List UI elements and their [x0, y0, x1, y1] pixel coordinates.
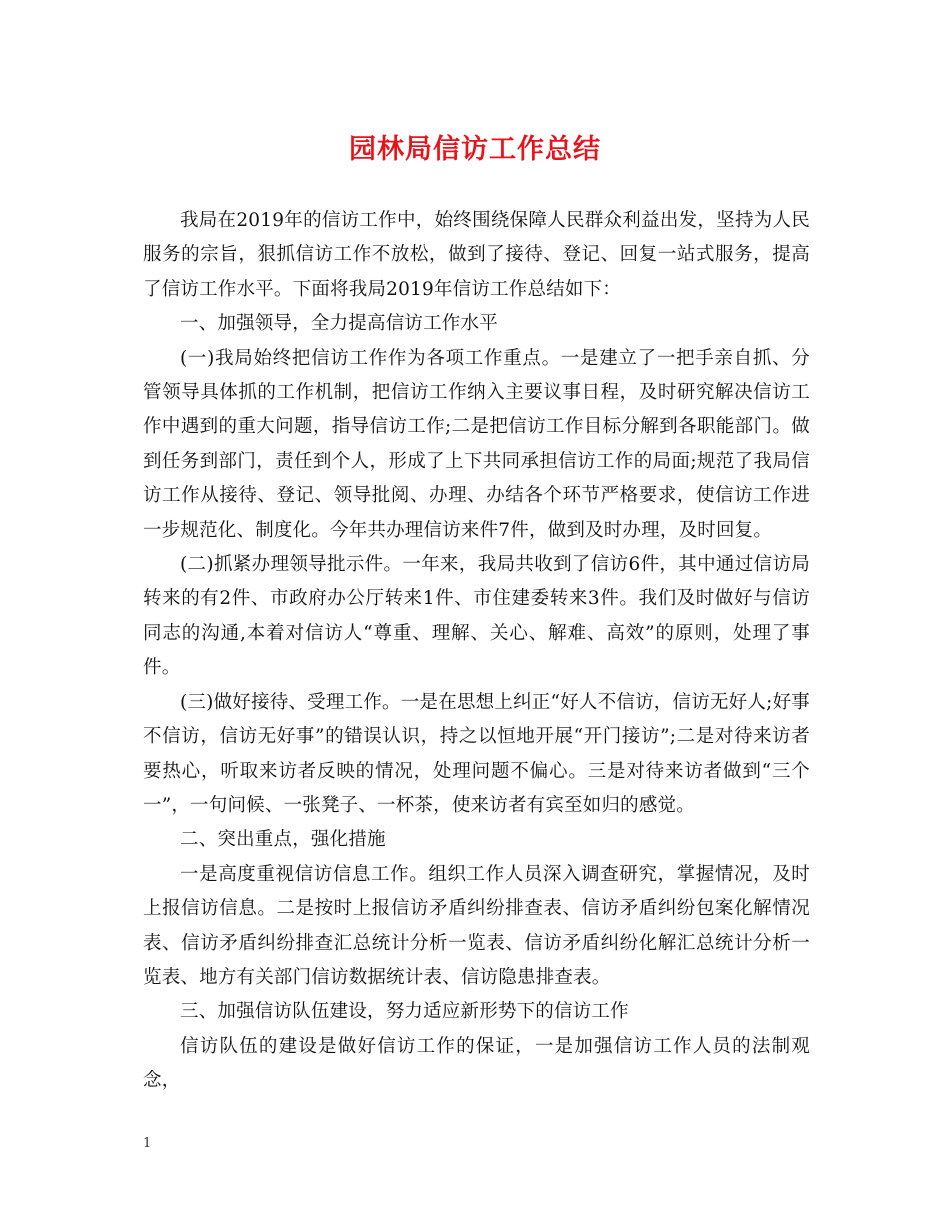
- paragraph-1-3: (三)做好接待、受理工作。一是在思想上纠正“好人不信访，信访无好人;好事不信访，信访无好事”的错误认识，持之以恒地开展“开门接访”;二是对待来访者要热心，听取来访者反映的情况，处理问题不偏心。三是对待来访者做到“三个一”，一句问候、一张凳子、一杯茶，使来访者有宾至如归的感觉。: [143, 691, 810, 816]
- paragraph-1-1: (一)我局始终把信访工作作为各项工作重点。一是建立了一把手亲自抓、分管领导具体抓的工作机制，把信访工作纳入主要议事日程，及时研究解决信访工作中遇到的重大问题，指导信访工作;二是把信访工作目标分解到各职能部门。做到任务到部门，责任到个人，形成了上下共同承担信访工作的局面;规范了我局信访工作从接待、登记、领导批阅、办理、办结各个环节严格要求，使信访工作进一步规范化、制度化。今年共办理信访来件7件，做到及时办理，及时回复。: [143, 347, 810, 541]
- section-heading-3: 三、加强信访队伍建设，努力适应新形势下的信访工作: [180, 1001, 629, 1023]
- paragraph-3-1: 信访队伍的建设是做好信访工作的保证，一是加强信访工作人员的法制观念，: [143, 1035, 810, 1092]
- document-title: 园林局信访工作总结: [349, 134, 601, 165]
- document-body: [143, 204, 810, 1099]
- paragraph-intro: 我局在2019年的信访工作中，始终围绕保障人民群众利益出发，坚持为人民服务的宗旨，狠抓信访工作不放松，做到了接待、登记、回复一站式服务，提高了信访工作水平。下面将我局2019年信访工作总结如下：: [143, 210, 810, 300]
- paragraph-1-2: (二)抓紧办理领导批示件。一年来，我局共收到了信访6件，其中通过信访局转来的有2件、市政府办公厅转来1件、市住建委转来3件。我们及时做好与信访同志的沟通,本着对信访人“尊重、理解、关心、解难、高效”的原则，处理了事件。: [143, 554, 810, 679]
- page-number: 1: [143, 1136, 152, 1151]
- paragraph-2-1: 一是高度重视信访信息工作。组织工作人员深入调查研究，掌握情况，及时上报信访信息。二是按时上报信访矛盾纠纷排查表、信访矛盾纠纷包案化解情况表、信访矛盾纠纷排查汇总统计分析一览表、信访矛盾纠纷化解汇总统计分析一览表、地方有关部门信访数据统计表、信访隐患排查表。: [143, 863, 810, 988]
- section-heading-2: 二、突出重点，强化措施: [180, 829, 386, 851]
- section-heading-1: 一、加强领导，全力提高信访工作水平: [180, 313, 498, 335]
